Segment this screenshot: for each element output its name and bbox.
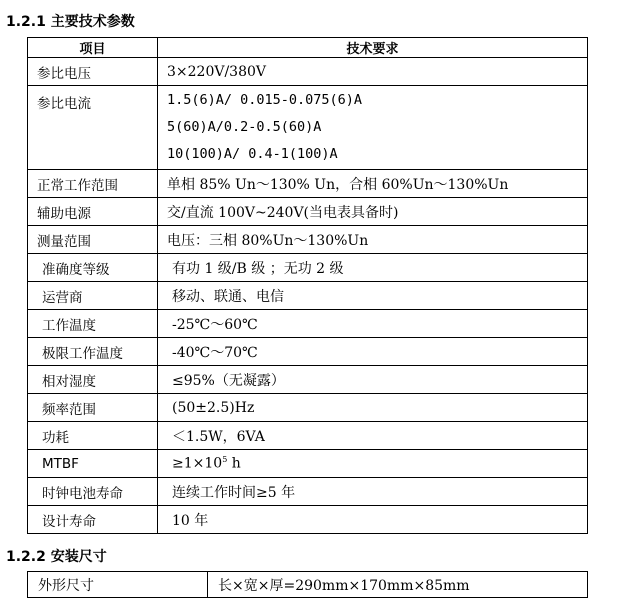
table-header-row [28,38,588,58]
row-item: 准确度等级 [28,254,158,282]
row-item: MTBF [28,450,158,478]
row-item: 正常工作范围 [28,170,158,198]
row-value-line: 5(60)A/0.2-0.5(60)A [167,119,322,135]
install-size-table [27,571,588,598]
row-value: 连续工作时间≥5 年 [158,478,588,506]
table-row [28,478,588,506]
row-item: 辅助电源 [28,198,158,226]
mtbf-exponent: 5 [222,455,228,465]
row-item: 功耗 [28,422,158,450]
row-item: 频率范围 [28,394,158,422]
row-item: 参比电流 [28,86,158,170]
row-item: 时钟电池寿命 [28,478,158,506]
table-row [28,366,588,394]
row-value: -40℃～70℃ [158,338,588,366]
row-item: 运营商 [28,282,158,310]
row-value: 单相 85% Un～130% Un，合相 60%Un～130%Un [158,170,588,198]
row-item: 相对湿度 [28,366,158,394]
row-value: 10 年 [158,506,588,534]
table-row [28,394,588,422]
row-value: (50±2.5)Hz [158,394,588,422]
tech-params-table [27,37,588,534]
row-value: 有功 1 级/B 级 ；无功 2 级 [158,254,588,282]
row-value: 长×宽×厚=290mm×170mm×85mm [208,572,588,598]
row-value: 电压：三相 80%Un～130%Un [158,226,588,254]
row-item: 工作温度 [28,310,158,338]
row-value-line: 1.5(6)A/ 0.015-0.075(6)A [167,92,363,108]
table-row [28,450,588,478]
row-value: 3×220V/380V [158,58,588,86]
row-value: -25℃～60℃ [158,310,588,338]
row-item: 极限工作温度 [28,338,158,366]
header-requirement: 技术要求 [158,38,588,58]
row-value-multiline [158,86,588,170]
row-value: 移动、联通、电信 [158,282,588,310]
section-title-install-size: 1.2.2 安装尺寸 [6,549,107,565]
row-value: ＜1.5W，6VA [158,422,588,450]
table-row [28,170,588,198]
table-row [28,198,588,226]
mtbf-base: ≥1×10 [172,455,223,472]
table-row [28,422,588,450]
row-value-line: 10(100)A/ 0.4-1(100)A [167,146,338,162]
mtbf-unit: h [227,455,241,472]
table-row [28,58,588,86]
table-row [28,506,588,534]
row-item: 参比电压 [28,58,158,86]
table-row [28,226,588,254]
table-row [28,86,588,170]
row-item: 设计寿命 [28,506,158,534]
table-row [28,338,588,366]
table-row [28,282,588,310]
row-item: 外形尺寸 [28,572,208,598]
row-value [158,450,588,478]
row-item: 测量范围 [28,226,158,254]
table-row [28,254,588,282]
row-value: 交/直流 100V~240V(当电表具备时) [158,198,588,226]
section-title-main-params: 1.2.1 主要技术参数 [6,14,135,30]
header-item: 项目 [28,38,158,58]
table-row [28,310,588,338]
table-row [28,572,588,598]
row-value: ≤95%（无凝露） [158,366,588,394]
